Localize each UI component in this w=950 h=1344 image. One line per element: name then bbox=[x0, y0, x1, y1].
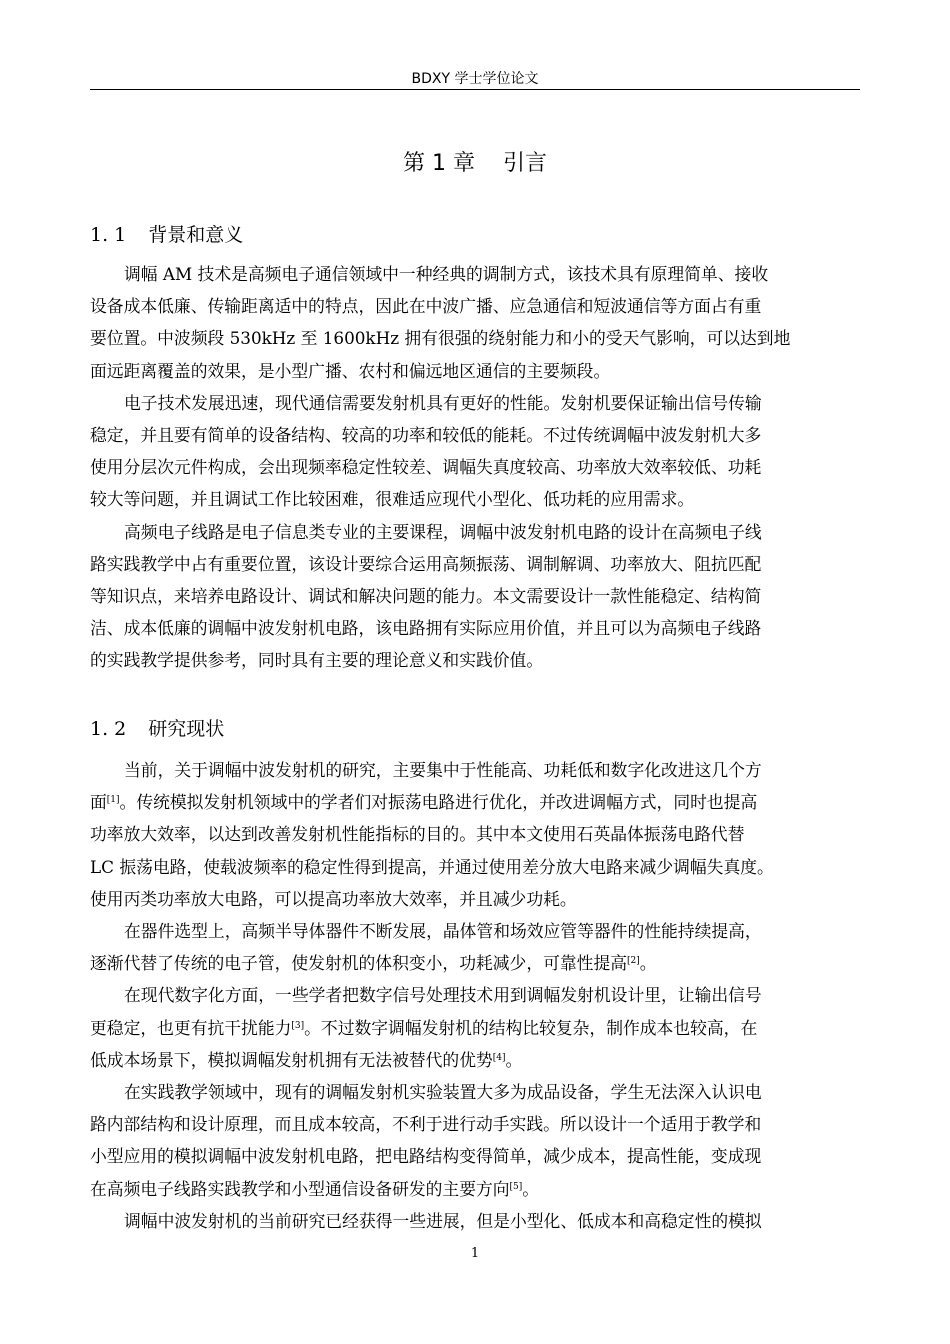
text-line: 当前，关于调幅中波发射机的研究，主要集中于性能高、功耗低和数字化改进这几个方 bbox=[124, 760, 762, 780]
citation: [1] bbox=[106, 795, 120, 806]
text-run: 低成本场景下，模拟调幅发射机拥有无法被替代的优势 bbox=[90, 1049, 493, 1070]
text-run: 更稳定，也更有抗干扰能力 bbox=[90, 1017, 292, 1038]
text-run: 在高频电子线路实践教学和小型通信设备研发的主要方向 bbox=[90, 1178, 510, 1199]
section-1-2-body bbox=[90, 754, 860, 1237]
text-run: 。 bbox=[639, 953, 657, 974]
paragraph bbox=[90, 754, 860, 915]
text-line: 等知识点，来培养电路设计、调试和解决问题的能力。本文需要设计一款性能稳定、结构简 bbox=[90, 586, 762, 607]
text-run: 。传统模拟发射机领域中的学者们对振荡电路进行优化，并改进调幅方式，同时也提高 bbox=[119, 792, 758, 813]
text-run: 逐渐代替了传统的电子管，使发射机的体积变小，功耗减少，可靠性提高 bbox=[90, 953, 628, 974]
text-line: 电子技术发展迅速，现代通信需要发射机具有更好的性能。发射机要保证输出信号传输 bbox=[124, 392, 762, 413]
text-line bbox=[90, 1173, 860, 1205]
chapter-title: 第 1 章 引言 bbox=[403, 151, 547, 176]
text-line: 在现代数字化方面，一些学者把数字信号处理技术用到调幅发射机设计里，让输出信号 bbox=[124, 985, 762, 1006]
text-line: 洁、成本低廉的调幅中波发射机电路，该电路拥有实际应用价值，并且可以为高频电子线路 bbox=[90, 618, 762, 639]
page-number: 1 bbox=[470, 1246, 480, 1261]
citation: [5] bbox=[509, 1181, 523, 1192]
text-run: 。 bbox=[522, 1178, 540, 1199]
text-line: 调幅中波发射机的当前研究已经获得一些进展，但是小型化、低成本和高稳定性的模拟 bbox=[124, 1210, 762, 1231]
running-header: BDXY 学士学位论文 bbox=[411, 71, 539, 87]
section-heading-1-1 bbox=[90, 220, 243, 247]
citation: [2] bbox=[627, 956, 640, 967]
paragraph bbox=[90, 1205, 860, 1237]
paragraph bbox=[90, 258, 860, 387]
text-line bbox=[90, 1044, 860, 1076]
text-line: 在器件选型上，高频半导体器件不断发展，晶体管和场效应管等器件的性能持续提高， bbox=[124, 921, 762, 942]
paragraph bbox=[90, 915, 860, 979]
text-line: 面远距离覆盖的效果，是小型广播、农村和偏远地区通信的主要频段。 bbox=[90, 360, 611, 381]
text-line: 稳定，并且要有简单的设备结构、较高的功率和较低的能耗。不过传统调幅中波发射机大多 bbox=[90, 425, 762, 446]
paragraph bbox=[90, 979, 860, 1076]
section-1-1-body bbox=[90, 258, 860, 677]
text-line: 调幅 AM 技术是高频电子通信领域中一种经典的调制方式，该技术具有原理简单、接收 bbox=[124, 264, 769, 284]
section-title: 研究现状 bbox=[148, 718, 225, 740]
text-line: 设备成本低廉、传输距离适中的特点，因此在中波广播、应急通信和短波通信等方面占有重 bbox=[90, 296, 762, 317]
text-line bbox=[90, 947, 860, 979]
section-number: 1. 2 bbox=[90, 718, 127, 740]
text-line: 较大等问题，并且调试工作比较困难，很难适应现代小型化、低功耗的应用需求。 bbox=[90, 489, 695, 510]
section-heading-1-2 bbox=[90, 714, 224, 741]
text-run: 。不过数字调幅发射机的结构比较复杂，制作成本也较高，在 bbox=[304, 1017, 758, 1038]
text-run: 面 bbox=[90, 792, 107, 813]
text-line: 使用丙类功率放大电路，可以提高功率放大效率，并且减少功耗。 bbox=[90, 888, 577, 909]
text-line bbox=[90, 786, 860, 818]
text-line: 使用分层次元件构成，会出现频率稳定性较差、调幅失真度较高、功率放大效率较低、功耗 bbox=[90, 457, 762, 478]
section-number: 1. 1 bbox=[90, 224, 127, 246]
paragraph bbox=[90, 387, 860, 516]
paragraph bbox=[90, 516, 860, 677]
text-line: 小型应用的模拟调幅中波发射机电路，把电路结构变得简单，减少成本，提高性能，变成现 bbox=[90, 1146, 762, 1167]
text-line bbox=[90, 1012, 860, 1044]
citation: [3] bbox=[291, 1020, 305, 1031]
text-line: 要位置。中波频段 530kHz 至 1600kHz 拥有很强的绕射能力和小的受天气影响，可以达到地 bbox=[90, 328, 791, 349]
text-line: 高频电子线路是电子信息类专业的主要课程，调幅中波发射机电路的设计在高频电子线 bbox=[124, 521, 762, 542]
text-line: LC 振荡电路，使载波频率的稳定性得到提高，并通过使用差分放大电路来减少调幅失真度。 bbox=[90, 856, 774, 877]
text-run: 。 bbox=[505, 1049, 523, 1070]
text-line: 的实践教学提供参考，同时具有主要的理论意义和实践价值。 bbox=[90, 650, 544, 671]
text-line: 路实践教学中占有重要位置，该设计要综合运用高频振荡、调制解调、功率放大、阻抗匹配 bbox=[90, 553, 762, 574]
text-line: 在实践教学领域中，现有的调幅发射机实验装置大多为成品设备，学生无法深入认识电 bbox=[124, 1082, 762, 1103]
header-rule bbox=[90, 89, 860, 90]
text-line: 路内部结构和设计原理，而且成本较高，不利于进行动手实践。所以设计一个适用于教学和 bbox=[90, 1114, 762, 1135]
paragraph bbox=[90, 1076, 860, 1205]
section-title: 背景和意义 bbox=[148, 224, 244, 246]
text-line: 功率放大效率，以达到改善发射机性能指标的目的。其中本文使用石英晶体振荡电路代替 bbox=[90, 824, 745, 845]
citation: [4] bbox=[492, 1052, 506, 1063]
